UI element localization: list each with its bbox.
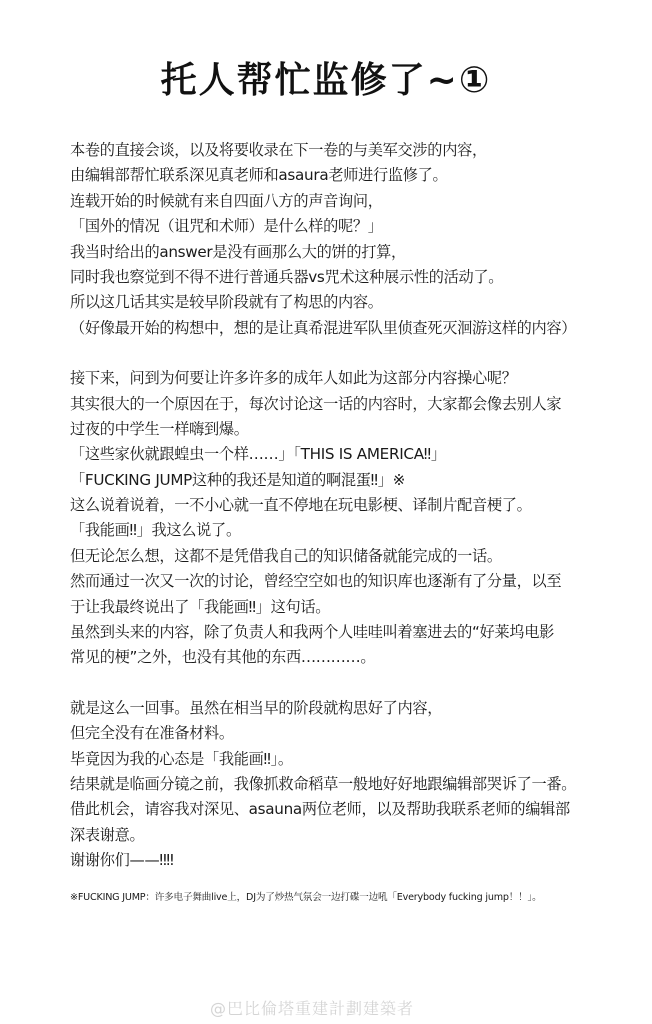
text-line: 「FUCKING JUMP这种的我还是知道的啊混蛋‼」※ [70,470,406,489]
text-line: 「国外的情况（诅咒和术师）是什么样的呢？」 [70,217,383,236]
text-line: 接下来，问到为何要让许多许多的成年人如此为这部分内容操心呢？ [70,369,517,388]
text-line: 深表谢意。 [70,825,145,844]
text-line: 然而通过一次又一次的讨论，曾经空空如也的知识库也逐渐有了分量，以至 [70,572,562,591]
text-line: （好像最开始的构想中，想的是让真希混进军队里侦查死灭洄游这样的内容） [70,318,577,337]
text-line: 于让我最终说出了「我能画‼」这句话。 [70,597,331,616]
text-line: 就是这么一回事。虽然在相当早的阶段就构思好了内容， [70,698,443,717]
text-line: 但完全没有在准备材料。 [70,724,234,743]
text-line: 谢谢你们——‼‼ [70,851,174,870]
text-line: 「这些家伙就跟蝗虫一个样……」「THIS IS AMERICA‼」 [70,445,446,464]
text-line: 常见的梗”之外，也没有其他的东西…………。 [70,648,376,667]
body-text [70,138,626,874]
watermark: @巴比倫塔重建計劃建築者 [210,999,415,1018]
text-line: 毕竟因为我的心态是「我能画‼」。 [70,749,293,768]
text-line: 本卷的直接会谈，以及将要收录在下一卷的与美军交涉的内容， [70,141,487,159]
text-line: 借此机会，请容我对深见、asauna两位老师，以及帮助我联系老师的编辑部 [70,800,570,819]
text-line: 同时我也察觉到不得不进行普通兵器vs咒术这种展示性的活动了。 [70,267,504,286]
text-line: 所以这几话其实是较早阶段就有了构思的内容。 [70,293,383,312]
text-line: 我当时给出的answer是没有画那么大的饼的打算， [70,242,406,261]
text-line: 由编辑部帮忙联系深见真老师和asaura老师进行监修了。 [70,166,448,185]
text-line: 「我能画‼」我这么说了。 [70,521,241,540]
text-line: 虽然到头来的内容，除了负责人和我两个人哇哇叫着塞进去的“好莱坞电影 [70,623,554,642]
text-line: 这么说着说着，一不小心就一直不停地在玩电影梗、译制片配音梗了。 [70,496,532,515]
paragraph-1 [70,138,626,341]
text-line: 但无论怎么想，这都不是凭借我自己的知识储备就能完成的一话。 [70,546,502,565]
text-line: 连载开始的时候就有来自四面八方的声音询问， [70,191,383,210]
text-line: 结果就是临画分镜之前，我像抓救命稻草一般地好好地跟编辑部哭诉了一番。 [70,774,577,793]
text-line: 过夜的中学生一样嗨到爆。 [70,419,249,438]
footnote: ※FUCKING JUMP：许多电子舞曲live上，DJ为了炒热气氛会一边打碟一边吼「Everybody fucking jump！！」。 [70,892,542,903]
paragraph-2 [70,366,626,671]
paragraph-3 [70,696,626,874]
page-title: 托人帮忙监修了~① [160,60,492,101]
text-line: 其实很大的一个原因在于，每次讨论这一话的内容时，大家都会像去别人家 [70,394,562,413]
